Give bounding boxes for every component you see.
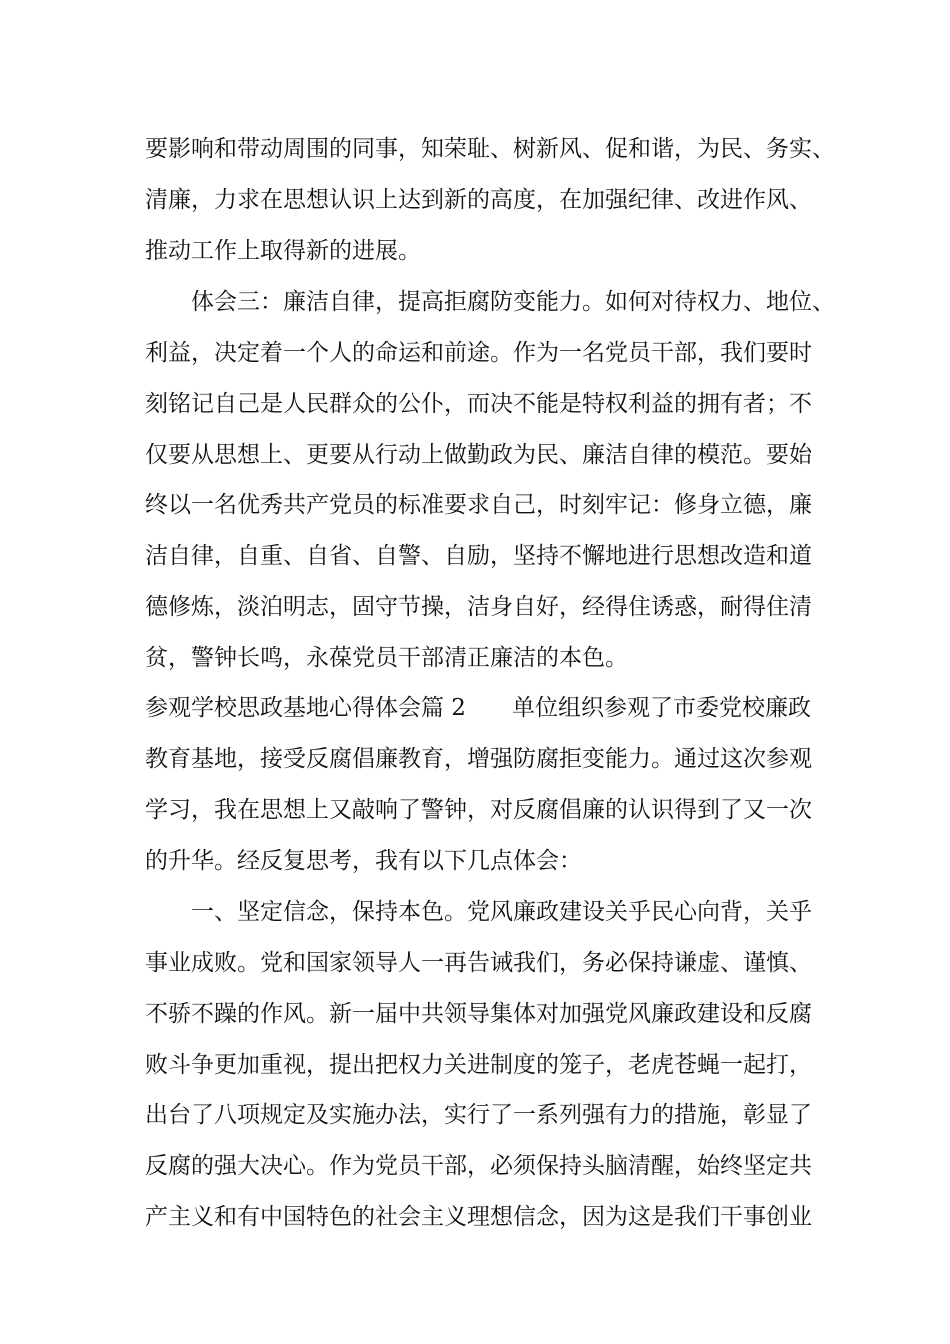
text-line: 出台了八项规定及实施办法，实行了一系列强有力的措施，彰显了 <box>145 1102 812 1128</box>
text-line: 德修炼，淡泊明志，固守节操，洁身自好，经得住诱惑，耐得住清 <box>145 594 812 620</box>
text-line: 洁自律，自重、自省、自警、自励，坚持不懈地进行思想改造和道 <box>145 543 812 569</box>
text-line: 体会三：廉洁自律，提高拒腐防变能力。如何对待权力、地位、 <box>145 289 835 315</box>
text-line: 终以一名优秀共产党员的标准要求自己，时刻牢记：修身立德，廉 <box>145 492 812 518</box>
text-line: 推动工作上取得新的进展。 <box>145 238 421 264</box>
text-line: 要影响和带动周围的同事，知荣耻、树新风、促和谐，为民、务实、 <box>145 136 835 162</box>
text-line: 不骄不躁的作风。新一届中共领导集体对加强党风廉政建设和反腐 <box>145 1001 812 1027</box>
text-line: 仅要从思想上、更要从行动上做勤政为民、廉洁自律的模范。要始 <box>145 442 812 468</box>
text-line: 的升华。经反复思考，我有以下几点体会： <box>145 848 582 874</box>
text-line: 教育基地，接受反腐倡廉教育，增强防腐拒变能力。通过这次参观 <box>145 746 812 772</box>
text-line: 一、坚定信念，保持本色。党风廉政建设关乎民心向背，关乎 <box>145 899 812 925</box>
text-line: 产主义和有中国特色的社会主义理想信念，因为这是我们干事创业 <box>145 1204 812 1230</box>
text-line: 反腐的强大决心。作为党员干部，必须保持头脑清醒，始终坚定共 <box>145 1153 812 1179</box>
text-line: 贫，警钟长鸣，永葆党员干部清正廉洁的本色。 <box>145 645 628 671</box>
text-line: 事业成败。党和国家领导人一再告诫我们，务必保持谦虚、谨慎、 <box>145 950 812 976</box>
text-line: 清廉，力求在思想认识上达到新的高度，在加强纪律、改进作风、 <box>145 187 812 213</box>
section-heading-line: 参观学校思政基地心得体会篇 2 单位组织参观了市委党校廉政 <box>145 695 811 721</box>
text-line: 刻铭记自己是人民群众的公仆，而决不能是特权利益的拥有者；不 <box>145 391 812 417</box>
text-line: 败斗争更加重视，提出把权力关进制度的笼子，老虎苍蝇一起打， <box>145 1052 812 1078</box>
text-line: 学习，我在思想上又敲响了警钟，对反腐倡廉的认识得到了又一次 <box>145 797 812 823</box>
text-line: 利益，决定着一个人的命运和前途。作为一名党员干部，我们要时 <box>145 340 812 366</box>
